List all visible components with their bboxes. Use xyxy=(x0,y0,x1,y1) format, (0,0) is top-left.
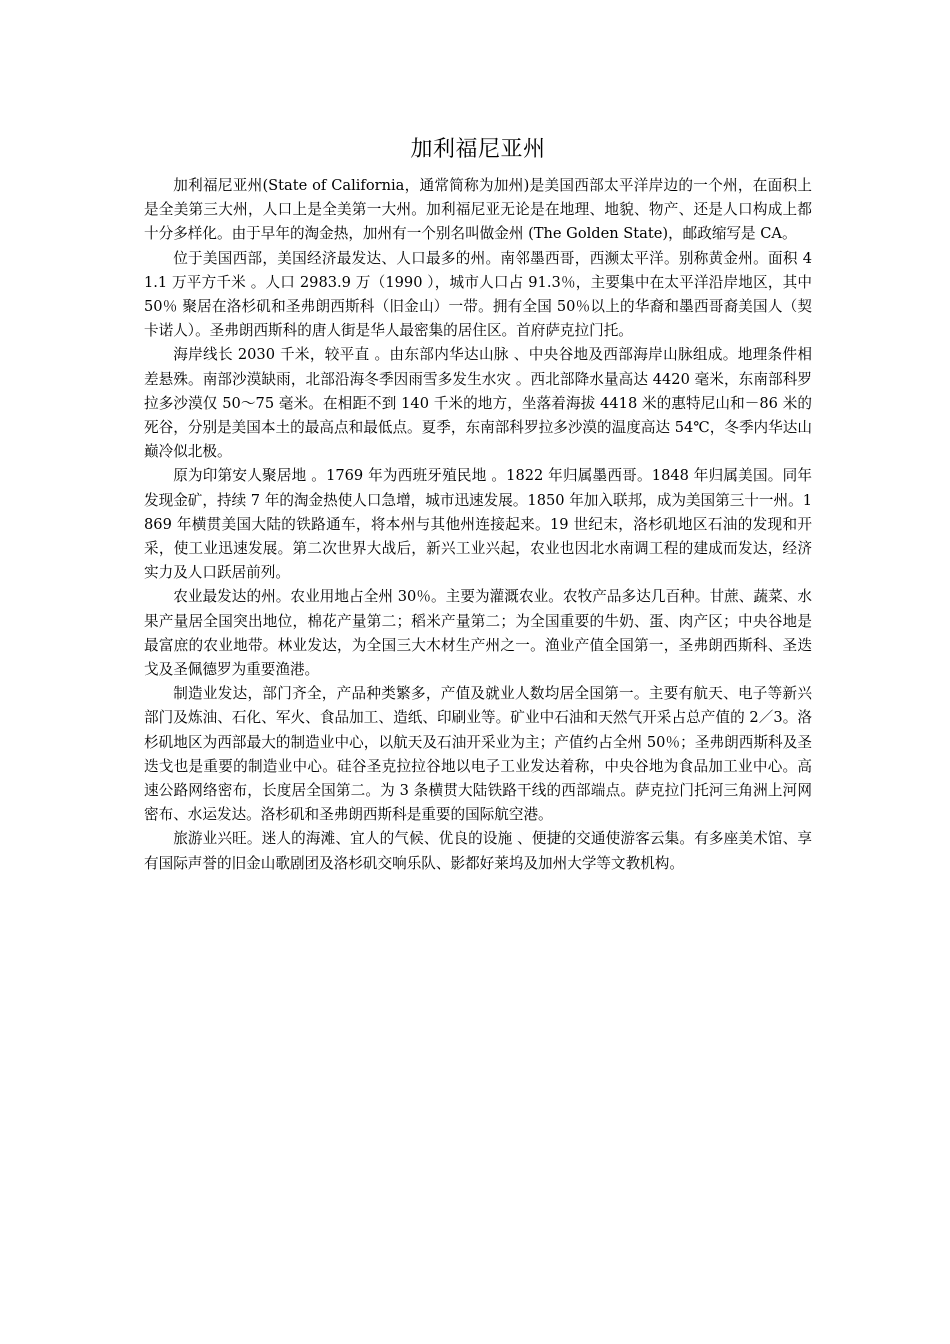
document-page xyxy=(144,128,812,876)
document-title: 加利福尼亚州 xyxy=(410,137,546,162)
paragraph-manufacturing: 制造业发达，部门齐全，产品种类繁多，产值及就业人数均居全国第一。主要有航天、电子等新兴部门及炼油、石化、军火、食品加工、造纸、印刷业等。矿业中石油和天然气开采占总产值的 2／3。洛杉矶地区为西部最大的制造业中心，以航天及石油开采业为主；产值约占全州 50％；圣弗朗西斯科及圣迭戈也是重要的制造业中心。硅谷圣克拉拉谷地以电子工业发达着称，中央谷地为食品加工业中心。高速公路网络密布，长度居全国第二。为 3 条横贯大陆铁路干线的西部端点。萨克拉门托河三角洲上河网密布、水运发达。洛杉矶和圣弗朗西斯科是重要的国际航空港。 xyxy=(144,685,812,824)
paragraph-geography: 海岸线长 2030 千米，较平直 。由东部内华达山脉 、中央谷地及西部海岸山脉组成。地理条件相差悬殊。南部沙漠缺雨，北部沿海冬季因雨雪多发生水灾 。西北部降水量高达 4420 毫米，东南部科罗拉多沙漠仅 50～75 毫米。在相距不到 140 千米的地方，坐落着海拔 4418 米的惠特尼山和－86 米的死谷，分别是美国本土的最高点和最低点。夏季，东南部科罗拉多沙漠的温度高达 54℃，冬季内华达山巅冷似北极。 xyxy=(144,346,812,461)
paragraph-tourism: 旅游业兴旺。迷人的海滩、宜人的气候、优良的设施 、便捷的交通使游客云集。有多座美术馆、享有国际声誉的旧金山歌剧团及洛杉矶交响乐队、影都好莱坞及加州大学等文教机构。 xyxy=(144,830,812,872)
paragraph-agriculture: 农业最发达的州。农业用地占全州 30％。主要为灌溉农业。农牧产品多达几百种。甘蔗、蔬菜、水果产量居全国突出地位，棉花产量第二；稻米产量第二；为全国重要的牛奶、蛋、肉产区；中央谷地是最富庶的农业地带。林业发达，为全国三大木材生产州之一。渔业产值全国第一，圣弗朗西斯科、圣迭戈及圣佩德罗为重要渔港。 xyxy=(144,588,812,679)
paragraph-location: 位于美国西部，美国经济最发达、人口最多的州。南邻墨西哥，西濒太平洋。别称黄金州。面积 41.1 万平方千米 。人口 2983.9 万（1990 ），城市人口占 91.3％，主要集中在太平洋沿岸地区，其中 50％ 聚居在洛杉矶和圣弗朗西斯科（旧金山）一带。拥有全国 50％以上的华裔和墨西哥裔美国人（契卡诺人）。圣弗朗西斯科的唐人街是华人最密集的居住区。首府萨克拉门托。 xyxy=(144,249,812,340)
paragraph-intro: 加利福尼亚州(State of California，通常简称为加州)是美国西部太平洋岸边的一个州，在面积上是全美第三大州，人口上是全美第一大州。加利福尼亚无论是在地理、地貌、物产、还是人口构成上都十分多样化。由于早年的淘金热，加州有一个别名叫做金州 (The Golden State)，邮政缩写是 CA。 xyxy=(144,177,812,243)
paragraph-history: 原为印第安人聚居地 。1769 年为西班牙殖民地 。1822 年归属墨西哥。1848 年归属美国。同年发现金矿，持续 7 年的淘金热使人口急增，城市迅速发展。1850 年加入联邦，成为美国第三十一州。1869 年横贯美国大陆的铁路通车，将本州与其他州连接起来。19 世纪末，洛杉矶地区石油的发现和开采，使工业迅速发展。第二次世界大战后，新兴工业兴起，农业也因北水南调工程的建成而发达，经济实力及人口跃居前列。 xyxy=(144,467,812,582)
